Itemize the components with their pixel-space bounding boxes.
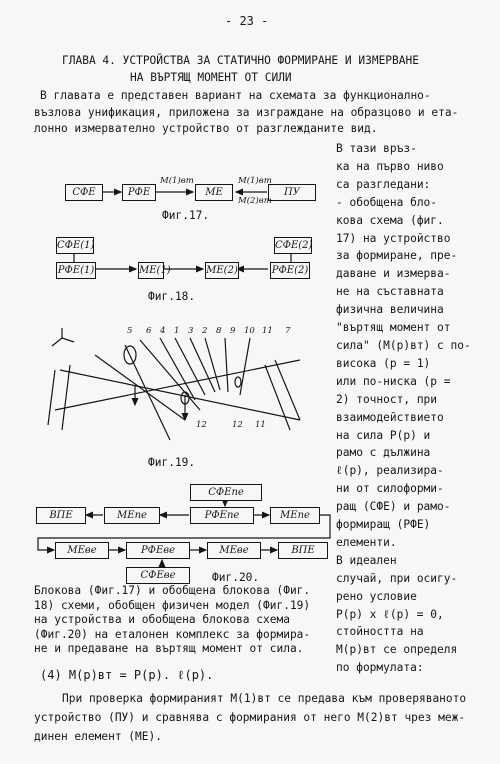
fig19-label: 11 <box>262 326 273 336</box>
fig18-block-me2: МЕ(2) <box>205 262 239 279</box>
fig20-block-me-pe-right: МЕпе <box>270 507 320 524</box>
fig19-label: 12 <box>196 420 207 430</box>
intro-line-2: възлова унификация, приложена за изграждане на образцово и ета- <box>34 106 459 119</box>
fig19-label: 4 <box>160 326 166 336</box>
closing-line-1: При проверка формираният M(1)вт се предава към проверяваното <box>62 692 467 705</box>
col-line: на сила P(p) и <box>336 428 431 442</box>
col-line: висока (p = 1) <box>336 356 431 370</box>
col-line: ни от силоформи- <box>336 482 444 496</box>
fig17-block-pu: ПУ <box>268 184 316 201</box>
fig19-label: 7 <box>285 326 291 336</box>
col-line: физична величина <box>336 303 444 317</box>
fig19-label: 9 <box>230 326 236 336</box>
fig17-caption: Фиг.17. <box>162 209 210 222</box>
fig19-label: 5 <box>127 326 133 336</box>
col-line: или по-ниска (p = <box>336 374 451 388</box>
fig17-arrow-label: M(1)вт <box>160 176 194 186</box>
col-line: даване и измерва- <box>336 267 451 281</box>
col-line: стойността на <box>336 625 424 639</box>
col-line: за формиране, пре- <box>336 249 458 263</box>
chapter-heading-line1: ГЛАВА 4. УСТРОЙСТВА ЗА СТАТИЧНО ФОРМИРАНЕ И ИЗМЕРВАНЕ <box>62 54 419 67</box>
fig18-block-rfe1: РФЕ(1) <box>56 262 96 279</box>
col-line: P(p) x ℓ(p) = 0, <box>336 607 444 621</box>
col-line: не на съставната <box>336 285 444 299</box>
col-line: 17) на устройство <box>336 231 451 245</box>
caption-line: 18) схеми, обобщен физичен модел (Фиг.19) <box>34 598 311 612</box>
fig18-block-sfe2: СФЕ(2) <box>274 237 312 254</box>
col-line: рено условие <box>336 589 417 603</box>
col-line: сила" (M(p)вт) с по- <box>336 338 471 352</box>
formula-4: (4) M(p)вт = P(p). ℓ(p). <box>40 668 214 682</box>
col-line: В тази връз- <box>336 142 417 155</box>
col-line: - обобщена бло- <box>336 195 438 209</box>
fig19-label: 11 <box>255 420 266 430</box>
fig19-label: 2 <box>202 326 208 336</box>
fig17-arrow-label: M(1)вт <box>238 176 272 186</box>
fig20-block-sfe-ve: СФЕве <box>126 567 190 584</box>
fig17-block-me: МЕ <box>195 184 233 201</box>
fig20-block-rfe-pe: РФЕпе <box>190 507 254 524</box>
fig19-label: 6 <box>146 326 152 336</box>
fig19-label: 12 <box>232 420 243 430</box>
intro-line-1: В главата е представен вариант на схемата за функционално- <box>40 89 431 102</box>
fig20-block-me-ve-right: МЕве <box>207 542 261 559</box>
col-line: ка на първо ниво <box>336 159 444 173</box>
caption-line: (Фиг.20) на еталонен комплекс за формира- <box>34 627 311 641</box>
col-line: елементи. <box>336 535 397 549</box>
col-line: случай, при осигу- <box>336 571 458 585</box>
fig20-block-vpe-bottom: ВПЕ <box>278 542 328 559</box>
page-number: - 23 - <box>225 14 269 28</box>
closing-line-2: устройство (ПУ) и сравнява с формирания от него M(2)вт чрез меж- <box>34 711 466 724</box>
fig19-label: 10 <box>244 326 255 336</box>
fig19-caption: Фиг.19. <box>148 456 196 469</box>
fig18-block-me1: МЕ(1) <box>138 262 164 279</box>
fig20-block-vpe-top: ВПЕ <box>36 507 86 524</box>
col-line: M(p)вт се определя <box>336 643 458 657</box>
col-line: взаимодействието <box>336 410 444 424</box>
fig20-block-me-ve-left: МЕве <box>55 542 109 559</box>
caption-line: не и предаване на въртящ момент от сила. <box>34 642 304 655</box>
col-line: 2) точност, при <box>336 392 438 406</box>
col-line: формиращ (РФЕ) <box>336 518 431 532</box>
col-line: са разгледани: <box>336 177 431 191</box>
col-line: ращ (СФЕ) и рамо- <box>336 500 451 514</box>
col-line: кова схема (фиг. <box>336 213 444 227</box>
fig18-block-rfe2: РФЕ(2) <box>270 262 310 279</box>
fig20-block-me-pe-left: МЕпе <box>104 507 160 524</box>
fig19-label: 8 <box>216 326 222 336</box>
fig19-label: 3 <box>188 326 194 336</box>
col-line: "въртящ момент от <box>336 321 451 335</box>
fig18-caption: Фиг.18. <box>148 290 196 303</box>
col-line: В идеален <box>336 553 397 567</box>
col-line: по формулата: <box>336 661 424 675</box>
fig20-block-sfe-pe: СФЕпе <box>190 484 262 501</box>
fig17-arrow-label: M(2)вт <box>238 196 272 206</box>
col-line: рамо с дължина <box>336 446 431 460</box>
fig19-label: 1 <box>174 326 180 336</box>
fig18-block-sfe1: СФЕ(1) <box>56 237 94 254</box>
fig20-block-rfe-ve: РФЕве <box>126 542 190 559</box>
fig17-block-rfe: РФЕ <box>122 184 156 201</box>
fig17-block-sfe: СФЕ <box>65 184 103 201</box>
chapter-heading-line2: НА ВЪРТЯЩ МОМЕНТ ОТ СИЛИ <box>130 71 292 84</box>
closing-line-3: динен елемент (МЕ). <box>34 730 162 743</box>
col-line: ℓ(p), реализира- <box>336 464 444 478</box>
intro-line-3: лонно измервателно устройство от разглежданите вид. <box>34 122 378 135</box>
fig20-caption: Фиг.20. <box>212 571 260 584</box>
caption-line: Блокова (Фиг.17) и обобщена блокова (Фиг. <box>34 584 311 597</box>
caption-line: на устройства и обобщена блокова схема <box>34 613 290 626</box>
figures-caption <box>34 584 310 657</box>
